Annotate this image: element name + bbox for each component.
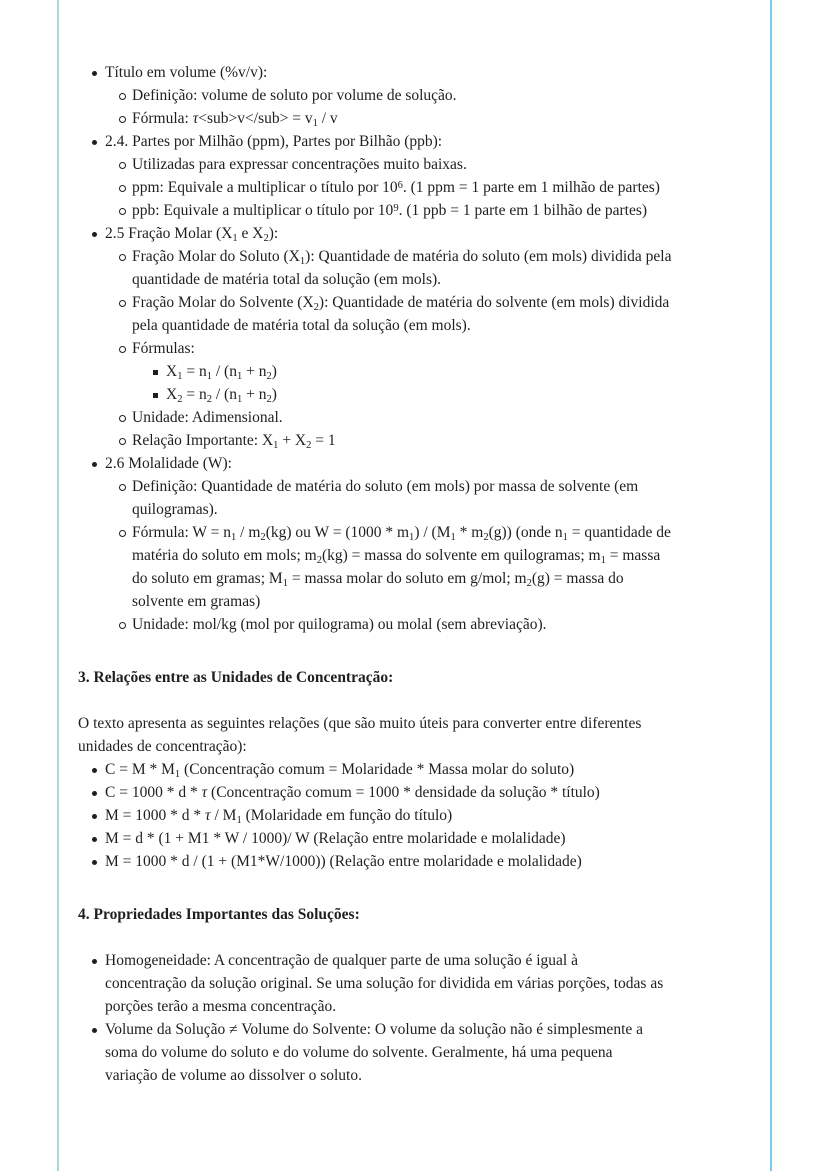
text-run: Unidade: mol/kg (mol por quilograma) ou molal (sem abreviação). <box>132 616 547 633</box>
bullet-disc-icon <box>92 959 97 964</box>
bullet-circle-icon <box>119 484 126 491</box>
subscript-text: 2 <box>316 554 322 566</box>
list-item-text <box>132 432 336 449</box>
text-run: ): Quantidade de matéria do soluto (em mols) dividida pela <box>305 248 672 265</box>
list-item-text <box>132 616 547 633</box>
bullet-list <box>78 949 748 1087</box>
text-run: C = 1000 * d * <box>105 784 202 801</box>
subscript-text: 1 <box>174 768 181 780</box>
text-run: / (n <box>211 386 237 403</box>
text-run: ): Quantidade de matéria do solvente (em mols) dividida <box>318 294 670 311</box>
text-run: + n <box>242 363 267 380</box>
list-item <box>78 1018 748 1087</box>
subscript-text: 1 <box>236 370 243 382</box>
section-heading: 3. Relações entre as Unidades de Concentração: <box>78 669 394 686</box>
list-item-text <box>105 784 600 801</box>
text-run: Homogeneidade: A concentração de qualquer parte de uma solução é igual à <box>105 952 578 969</box>
list-item-text <box>132 179 660 196</box>
list-item-text <box>132 248 671 288</box>
text-run: solvente em gramas) <box>132 593 261 610</box>
subscript-text: 1 <box>299 255 306 267</box>
bullet-circle-icon <box>119 185 126 192</box>
list-item-text <box>105 952 663 1015</box>
subscript-text: 1 <box>206 370 212 382</box>
text-run: Volume da Solução ≠ Volume do Solvente: O volume da solução não é simplesmente a <box>105 1021 644 1038</box>
list-item <box>78 245 748 291</box>
bullet-list <box>78 61 748 636</box>
list-item <box>78 222 748 245</box>
bullet-list <box>78 758 748 873</box>
subscript-text: 1 <box>236 814 242 826</box>
text-run: unidades de concentração): <box>78 738 247 755</box>
text-run: / M <box>210 807 237 824</box>
text-run: Fração Molar do Solvente (X <box>132 294 314 311</box>
subscript-text: 2 <box>206 393 212 405</box>
text-run: * m <box>455 524 484 541</box>
list-item-text <box>166 363 277 380</box>
list-item-text <box>105 853 582 870</box>
subscript-text: 1 <box>236 393 243 405</box>
text-run: / m <box>236 524 261 541</box>
text-run: pela quantidade de matéria total da solução (em mols). <box>132 317 471 334</box>
list-item-text <box>132 340 195 357</box>
text-run: Unidade: Adimensional. <box>132 409 283 426</box>
list-item <box>78 130 748 153</box>
list-item <box>78 291 748 337</box>
list-item <box>78 613 748 636</box>
text-run: Título em volume (%v/v): <box>105 64 268 81</box>
text-run: X <box>166 386 178 403</box>
bullet-disc-icon <box>92 140 97 145</box>
text-run: = n <box>182 363 207 380</box>
text-run: M = 1000 * d * <box>105 807 206 824</box>
subscript-text: 1 <box>282 577 288 589</box>
text-run: O texto apresenta as seguintes relações (que são muito úteis para converter entre diferentes <box>78 715 642 732</box>
bullet-circle-icon <box>119 622 126 629</box>
text-run: + X <box>278 432 307 449</box>
list-item <box>78 406 748 429</box>
text-run: . (1 ppm = 1 parte em 1 milhão de partes) <box>402 179 660 196</box>
bullet-disc-icon <box>92 462 97 467</box>
bullet-circle-icon <box>119 346 126 353</box>
list-item <box>78 850 748 873</box>
superscript-text: 6 <box>397 179 403 191</box>
subscript-text: 2 <box>526 577 532 589</box>
text-run: Fórmula: W = n <box>132 524 232 541</box>
bullet-circle-icon <box>119 254 126 261</box>
list-item <box>78 199 748 222</box>
subscript-text: 1 <box>231 531 237 543</box>
list-item <box>78 84 748 107</box>
subscript-text: 2 <box>266 393 272 405</box>
left-margin-rule <box>57 0 59 1171</box>
list-item-text <box>105 225 278 242</box>
bullet-disc-icon <box>92 814 97 819</box>
list-item <box>78 781 748 804</box>
bullet-circle-icon <box>119 162 126 169</box>
text-run: porções terão a mesma concentração. <box>105 998 337 1015</box>
text-run: = quantidade de <box>567 524 671 541</box>
text-run: Definição: volume de soluto por volume de solução. <box>132 87 457 104</box>
list-item-text <box>105 1021 643 1084</box>
list-item-text <box>105 133 442 150</box>
list-item-text <box>132 110 338 127</box>
text-run: / v <box>317 110 338 127</box>
text-run: (Molaridade em função do título) <box>241 807 453 824</box>
list-item-text <box>132 156 467 173</box>
text-run: C = M * M <box>105 761 175 778</box>
list-item <box>78 337 748 360</box>
text-run: Fração Molar do Soluto (X <box>132 248 300 265</box>
bullet-circle-icon <box>119 415 126 422</box>
list-item-text <box>132 409 283 426</box>
text-run: = 1 <box>311 432 336 449</box>
text-run: concentração da solução original. Se uma solução for dividida em várias porções, todas as <box>105 975 664 992</box>
text-run: (Concentração comum = Molaridade * Massa molar do soluto) <box>180 761 575 778</box>
text-run: e X <box>237 225 264 242</box>
text-run: ) / (M <box>414 524 451 541</box>
subscript-text: 1 <box>232 232 238 244</box>
subscript-text: 2 <box>266 370 272 382</box>
bullet-circle-icon <box>119 530 126 537</box>
text-run: τ <box>205 807 211 824</box>
bullet-disc-icon <box>92 768 97 773</box>
text-run: quilogramas). <box>132 501 218 518</box>
text-run: <sub>v</sub> = v <box>198 110 313 127</box>
list-item <box>78 452 748 475</box>
text-run: = massa <box>605 547 661 564</box>
text-run: τ <box>192 110 199 127</box>
text-run: (kg) ou W = (1000 * m <box>265 524 410 541</box>
superscript-text: 9 <box>393 202 399 214</box>
list-item-text <box>166 386 277 403</box>
bullet-disc-icon <box>92 837 97 842</box>
bullet-circle-icon <box>119 208 126 215</box>
list-item <box>78 475 748 521</box>
list-item <box>78 153 748 176</box>
subscript-text: 1 <box>312 117 318 129</box>
subscript-text: 1 <box>273 439 279 451</box>
text-run: ): <box>268 225 279 242</box>
list-item-text <box>132 202 647 219</box>
bullet-circle-icon <box>119 93 126 100</box>
bullet-circle-icon <box>119 438 126 445</box>
list-item <box>78 429 748 452</box>
list-item-text <box>105 761 574 778</box>
list-item <box>78 804 748 827</box>
subscript-text: 1 <box>562 531 568 543</box>
subscript-text: 2 <box>260 531 266 543</box>
text-run: ) <box>271 363 277 380</box>
bullet-disc-icon <box>92 860 97 865</box>
bullet-square-icon <box>153 393 158 398</box>
text-run: . (1 ppb = 1 parte em 1 bilhão de partes) <box>398 202 648 219</box>
list-item-text <box>105 807 452 824</box>
text-run: / (n <box>211 363 237 380</box>
bullet-disc-icon <box>92 1028 97 1033</box>
text-run: Fórmulas: <box>132 340 195 357</box>
text-run: quantidade de matéria total da solução (em mols). <box>132 271 442 288</box>
text-run: matéria do soluto em mols; m <box>132 547 317 564</box>
list-item <box>78 360 748 383</box>
bullet-disc-icon <box>92 791 97 796</box>
list-item <box>78 949 748 1018</box>
paragraph <box>78 712 748 758</box>
section-heading: 4. Propriedades Importantes das Soluções: <box>78 906 360 923</box>
text-run: do soluto em gramas; M <box>132 570 283 587</box>
text-run: ppb: Equivale a multiplicar o título por 10 <box>132 202 394 219</box>
text-run: = n <box>182 386 207 403</box>
text-run: 2.5 Fração Molar (X <box>105 225 233 242</box>
text-run: Relação Importante: X <box>132 432 274 449</box>
subscript-text: 1 <box>177 370 183 382</box>
text-run: Definição: Quantidade de matéria do soluto (em mols) por massa de solvente (em <box>132 478 639 495</box>
subscript-text: 1 <box>409 531 415 543</box>
text-run: (kg) = massa do solvente em quilogramas; m <box>321 547 601 564</box>
text-run: Utilizadas para expressar concentrações muito baixas. <box>132 156 467 173</box>
list-item-text <box>132 87 457 104</box>
document-content <box>78 61 748 1087</box>
list-item <box>78 383 748 406</box>
list-item-text <box>132 294 669 334</box>
list-item-text <box>132 478 638 518</box>
list-item <box>78 107 748 130</box>
subscript-text: 2 <box>177 393 183 405</box>
text-run: (g)) (onde n <box>488 524 563 541</box>
text-run: (Concentração comum = 1000 * densidade da solução * título) <box>207 784 600 801</box>
text-run: (g) = massa do <box>531 570 624 587</box>
bullet-circle-icon <box>119 116 126 123</box>
list-item <box>78 176 748 199</box>
subscript-text: 2 <box>483 531 489 543</box>
subscript-text: 1 <box>450 531 456 543</box>
list-item-text <box>132 524 671 610</box>
subscript-text: 2 <box>306 439 312 451</box>
text-run: + n <box>242 386 267 403</box>
right-margin-rule <box>770 0 772 1171</box>
text-run: variação de volume ao dissolver o soluto. <box>105 1067 362 1084</box>
list-item-text <box>105 455 232 472</box>
text-run: M = d * (1 + M1 * W / 1000)/ W (Relação entre molaridade e molalidade) <box>105 830 566 847</box>
text-run: τ <box>201 784 208 801</box>
text-run: ppm: Equivale a multiplicar o título por 10 <box>132 179 398 196</box>
list-item <box>78 758 748 781</box>
bullet-disc-icon <box>92 71 97 76</box>
subscript-text: 2 <box>313 301 319 313</box>
text-run: M = 1000 * d / (1 + (M1*W/1000)) (Relação entre molaridade e molalidade) <box>105 853 582 870</box>
list-item <box>78 61 748 84</box>
subscript-text: 2 <box>263 232 269 244</box>
bullet-circle-icon <box>119 300 126 307</box>
text-run: ) <box>271 386 277 403</box>
list-item <box>78 827 748 850</box>
text-run: 2.6 Molalidade (W): <box>105 455 232 472</box>
bullet-square-icon <box>153 370 158 375</box>
list-item-text <box>105 830 566 847</box>
subscript-text: 1 <box>600 554 606 566</box>
text-run: Fórmula: <box>132 110 193 127</box>
text-run: = massa molar do soluto em g/mol; m <box>287 570 527 587</box>
text-run: 2.4. Partes por Milhão (ppm), Partes por Bilhão (ppb): <box>105 133 443 150</box>
text-run: X <box>166 363 178 380</box>
list-item <box>78 521 748 613</box>
text-run: soma do volume do soluto e do volume do solvente. Geralmente, há uma pequena <box>105 1044 613 1061</box>
bullet-disc-icon <box>92 232 97 237</box>
list-item-text <box>105 64 267 81</box>
